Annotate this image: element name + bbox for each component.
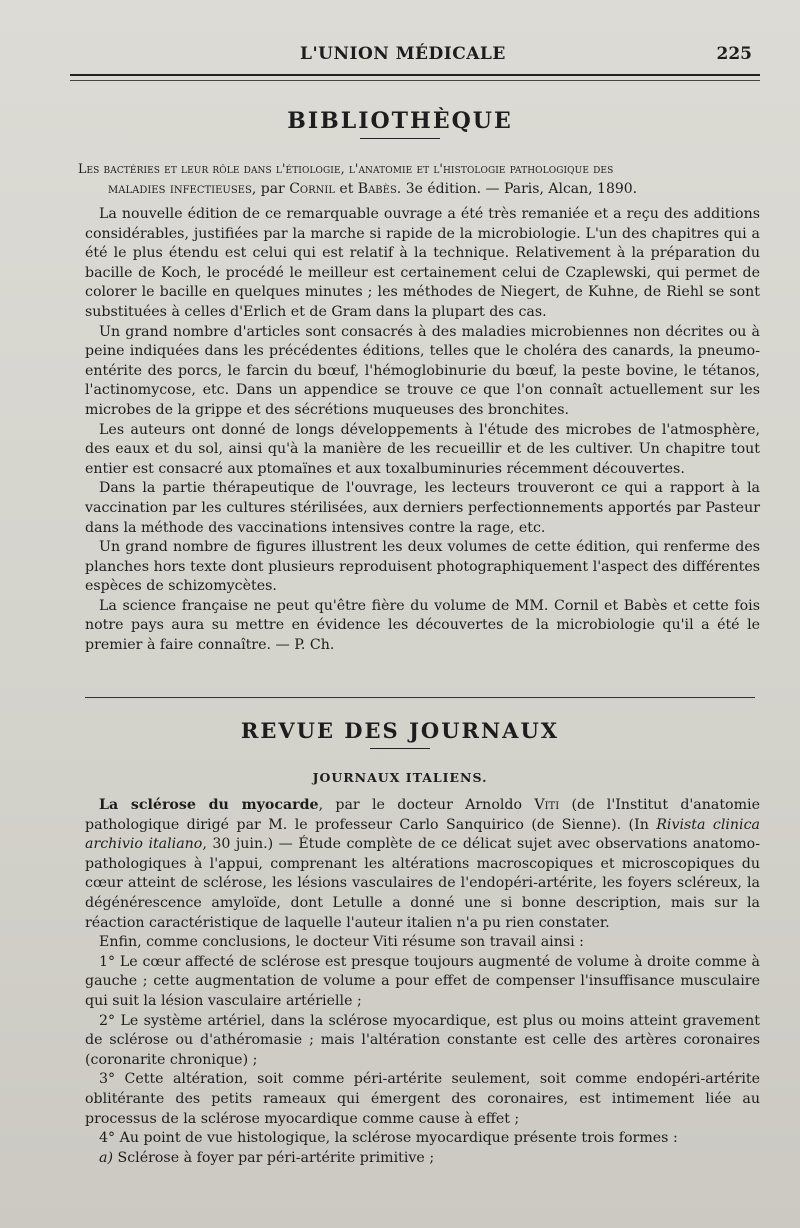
review-paragraph: Un grand nombre de figures illustrent les deux volumes de cette édition, qui renferme des planches hors texte dont plusieurs reproduisent photographiquement l'aspect des différentes espèces de schizomycètes. (85, 539, 760, 595)
article-intro-b: (de l'Institut d'anatomie pathologique dirigé par M. le professeur Carlo Sanquirico (de Sienne). (In (85, 797, 760, 833)
article-journal: Rivista clinica archivio italiano (85, 816, 760, 853)
conclusions-intro: Enfin, comme conclusions, le docteur Viti résume son travail ainsi : (99, 934, 584, 951)
section-divider (85, 697, 755, 698)
page-number: 225 (716, 44, 752, 64)
review-paragraph: La nouvelle édition de ce remarquable ouvrage a été très remaniée et a reçu des additions considérables, justifiées par la marche si rapide de la microbiologie. L'un des chapitres qui a été le plus étendu est celui qui est relatif à la technique. Relativement à la préparation du bacille de Koch, le procédé le meilleur est certainement celui de Czaplewski, qui permet de colorer le bacille en quelques minutes ; les méthodes de Niegert, de Kuhne, de Riehl se sont substituées à celles d'Erlich et de Gram dans la plupart des cas. (85, 206, 760, 320)
book-reference-and: et (334, 181, 358, 197)
author-cornil: Cornil (289, 181, 335, 197)
header-rule (70, 74, 760, 76)
revue-subhead: JOURNAUX ITALIENS. (312, 770, 488, 785)
review-paragraph: Les auteurs ont donné de longs développements à l'étude des microbes de l'atmosphère, des eaux et du sol, ainsi qu'à la manière de les recueillir et de les cultiver. Un chapitre tout entier est consacré aux ptomaïnes et aux toxalbuminuries récemment découvertes. (85, 421, 760, 477)
conclusion-subitem (85, 1149, 760, 1169)
article-intro (85, 796, 760, 933)
book-reference-edition: . 3e édition. — Paris, Alcan, 1890. (396, 181, 638, 197)
bibliotheque-title-rule (360, 138, 440, 139)
subitem-letter: a) (99, 1149, 113, 1166)
running-title: L'UNION MÉDICALE (300, 44, 506, 64)
running-head (70, 40, 760, 70)
article-intro-c: , 30 juin.) — Étude complète de ce délicat sujet avec observations anatomo-pathologiques à l'appui, comprenant les altérations macroscopiques et microscopiques du cœur atteint de sclérose, les lésions vasculaires de l'endopéri-artérite, les foyers scléreux, la dégénérescence amyloïde, dont Letulle a donné une si bonne description, mais sur la réaction caractéristique de laquelle l'auteur italien n'a pu rien constater. (85, 836, 760, 931)
review-paragraph: Dans la partie thérapeutique de l'ouvrage, les lecteurs trouveront ce qui a rapport à la vaccination par les cultures stérilisées, aux derniers perfectionnements apportés par Pasteur dans la méthode des vaccinations intensives contre la rage, etc. (85, 480, 760, 536)
conclusion-item: 1° Le cœur affecté de sclérose est presque toujours augmenté de volume à droite comme à gauche ; cette augmentation de volume a pour effet de compenser l'insuffisance musculaire qui suit la lésion vasculaire artérielle ; (85, 953, 760, 1009)
revue-title: REVUE DES JOURNAUX (240, 718, 560, 743)
revue-title-rule (370, 748, 430, 749)
book-reference-by: par (256, 181, 290, 197)
conclusion-item: 4° Au point de vue histologique, la sclérose myocardique présente trois formes : (99, 1130, 678, 1147)
bibliotheque-title: BIBLIOTHÈQUE (287, 108, 513, 134)
article-title: La sclérose du myocarde (99, 797, 319, 813)
article-author: Viti (534, 797, 560, 813)
article-intro-a: , par le docteur Arnoldo (318, 797, 535, 813)
bibliotheque-review (85, 205, 760, 656)
conclusion-item: 3° Cette altération, soit comme péri-artérite seulement, soit comme endopéri-artérite oblitérante des petits rameaux qui émergent des coronaires, est intimement liée au processus de la sclérose myocardique comme cause à effet ; (85, 1071, 760, 1127)
book-reference (78, 158, 760, 200)
review-paragraph: La science française ne peut qu'être fière du volume de MM. Cornil et Babès et cette fois notre pays aura su mettre en évidence les découvertes de la microbiologie qu'il a été le premier à faire connaître. — P. Ch. (85, 597, 760, 654)
review-paragraph: Un grand nombre d'articles sont consacrés à des maladies microbiennes non décrites ou à peine indiquées dans les précédentes éditions, telles que le choléra des canards, la pneumo-entérite des porcs, le farcin du bœuf, l'hémoglobinurie du bœuf, la peste bovine, le tétanos, l'actinomycose, etc. Dans un appendice se trouve ce que l'on connaît actuellement sur les microbes de la grippe et des sécrétions muqueuses des bronchites. (85, 323, 760, 418)
revue-article (85, 796, 760, 1168)
header-rule-thin (70, 80, 760, 81)
author-babes: Babès (357, 181, 397, 197)
conclusion-item: 2° Le système artériel, dans la sclérose myocardique, est plus ou moins atteint gravement de sclérose ou d'athéromasie ; mais l'altération constante est celle des artères coronaires (coronarite chronique) ; (85, 1012, 760, 1068)
book-reference-title: Les bactéries et leur rôle dans l'étiologie, l'anatomie et l'histologie pathologique des (78, 161, 614, 176)
book-reference-title-end: maladies infectieuses, (108, 181, 257, 197)
subitem-text: Sclérose à foyer par péri-artérite primitive ; (113, 1149, 435, 1166)
